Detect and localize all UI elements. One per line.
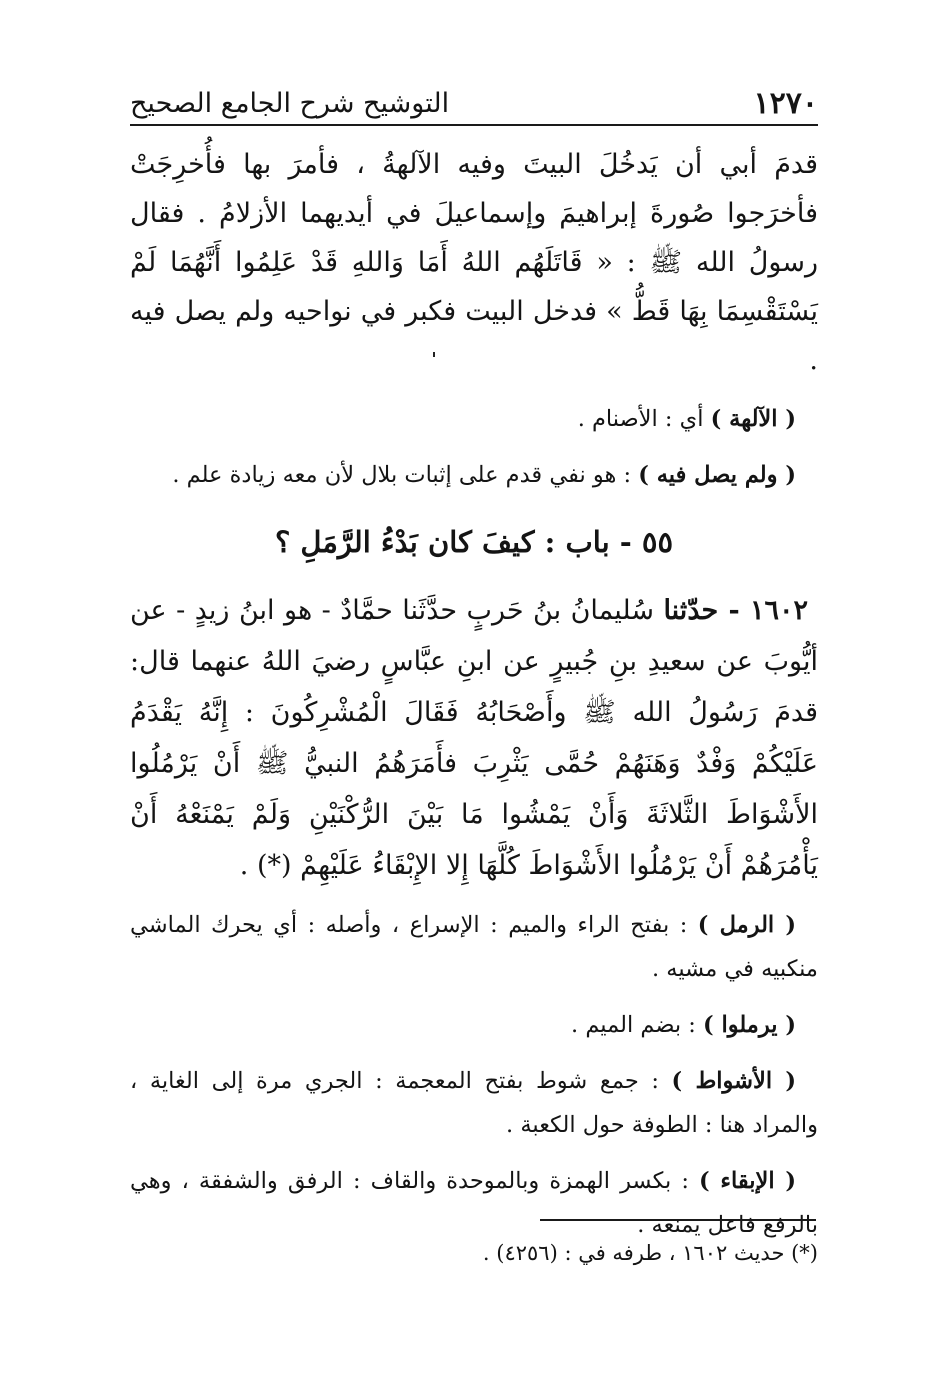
note-paragraph	[130, 903, 818, 991]
note-text: أي : الأصنام .	[577, 406, 711, 432]
main-text	[130, 140, 818, 1247]
hadith-paragraph	[130, 585, 818, 891]
note-paragraph	[130, 1059, 818, 1147]
running-title: التوشيح شرح الجامع الصحيح	[130, 88, 450, 119]
hadith-text: سُليمانُ بنُ حَربٍ حدَّثَنا حمَّادٌ - هو ابنُ زيدٍ - عن أيُّوبَ عن سعيدِ بنِ جُبيرٍ عن ابنِ عبَّاسٍ رضيَ اللهُ عنهما قال: قدمَ رَسُولُ الله ﷺ وأَصْحَابُهُ فَقَالَ الْمُشْرِكُونَ : إِنَّهُ يَقْدَمُ عَلَيْكُمْ وَفْدٌ وَهَنَهُمْ حُمَّى يَثْرِبَ فأَمَرَهُمُ النبيُّ ﷺ أَنْ يَرْمُلُوا الأَشْوَاطَ الثَّلاثَةَ وَأَنْ يَمْشُوا مَا بَيْنَ الرُّكْنَيْنِ وَلَمْ يَمْنَعْهُ أَنْ يَأْمُرَهُمْ أَنْ يَرْمُلُوا الأَشْوَاطَ كُلَّهَا إِلا الإِبْقَاءُ عَلَيْهِمْ (*) .	[130, 595, 818, 881]
opening-paragraph: قدمَ أبي أن يَدخُلَ البيتَ وفيه الآلهةُ ، فأمرَ بها فأُخرِجَتْ فأخرَجوا صُورةَ إبراهيمَ وإسماعيلَ في أيديهما الأزلامُ . فقال رسولُ الله ﷺ : « قَاتَلَهُم اللهُ أَمَا وَاللهِ قَدْ عَلِمُوا أَنَّهُمَا لَمْ يَسْتَقْسِمَا بِهَا قَطُّ » فدخل البيت فكبر في نواحيه ولم يصل فيه .	[130, 149, 818, 376]
note-text: : بفتح الراء والميم : الإسراع ، وأصله : أي يحرك الماشي منكبيه في مشيه .	[130, 912, 818, 982]
note-text: : بكسر الهمزة وبالموحدة والقاف : الرفق والشفقة ، وهي بالرفع فاعل يمنعه .	[130, 1168, 818, 1238]
print-speck	[433, 352, 435, 357]
footnote: (*) حديث ١٦٠٢ ، طرفه في : (٤٢٥٦) .	[482, 1241, 818, 1265]
page-header	[130, 80, 818, 126]
note-text: : هو نفي قدم على إثبات بلال لأن معه زيادة علم .	[172, 462, 639, 488]
note-term: ( يرملوا )	[702, 1012, 796, 1038]
note-text: : بضم الميم .	[571, 1012, 703, 1038]
footnote-divider	[540, 1219, 816, 1221]
note-term: ( الأشواط )	[671, 1068, 797, 1094]
chapter-heading: ٥٥ - باب : كيفَ كان بَدْءُ الرَّمَلِ ؟	[274, 525, 674, 559]
note-term: ( الآلهة )	[710, 406, 796, 432]
header-divider	[130, 124, 818, 126]
note-term: ( ولم يصل فيه )	[638, 462, 796, 488]
note-term: ( الإبقاء )	[699, 1168, 796, 1194]
note-text: : جمع شوط بفتح المعجمة : الجري مرة إلى الغاية ، والمراد هنا : الطوفة حول الكعبة .	[130, 1068, 818, 1138]
note-paragraph	[130, 1159, 818, 1247]
page-number: ١٢٧٠	[753, 86, 818, 121]
hadith-number: ١٦٠٢ - حدّثنا	[663, 595, 809, 626]
note-paragraph	[130, 1003, 818, 1047]
note-paragraph	[130, 453, 818, 497]
note-paragraph	[130, 397, 818, 441]
note-term: ( الرمل )	[697, 912, 796, 938]
